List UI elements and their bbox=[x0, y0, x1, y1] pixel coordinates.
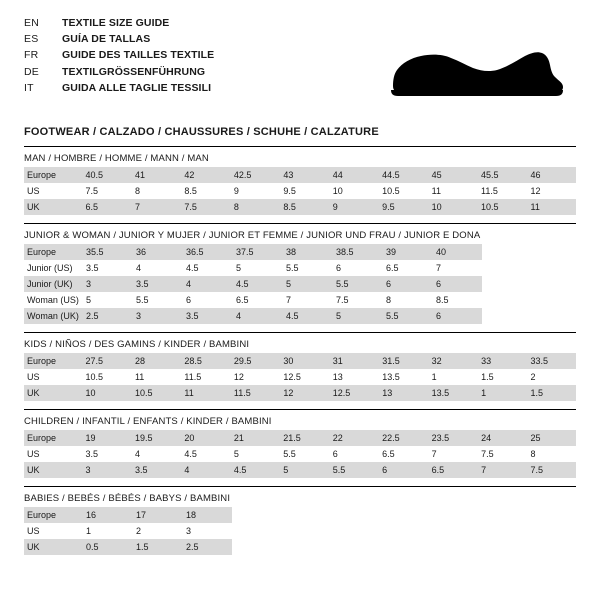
size-cell: 2 bbox=[530, 372, 536, 382]
size-cell: 4.5 bbox=[184, 449, 197, 459]
size-cell: 8 bbox=[230, 199, 280, 215]
size-group bbox=[24, 339, 576, 401]
size-table bbox=[24, 507, 232, 555]
size-cell: 3 bbox=[82, 276, 132, 292]
size-cell: 4 bbox=[232, 308, 282, 324]
size-cell: 31.5 bbox=[378, 353, 427, 369]
size-cell: 3 bbox=[132, 308, 182, 324]
size-cell: 3 bbox=[186, 526, 192, 536]
size-cell: 11 bbox=[180, 385, 229, 401]
size-cell: 7 bbox=[477, 462, 526, 478]
table-row bbox=[24, 369, 576, 385]
size-cell: 7 bbox=[436, 263, 442, 273]
size-cell: 4.5 bbox=[232, 276, 282, 292]
row-label: US bbox=[27, 449, 40, 459]
size-cell: 40 bbox=[432, 244, 482, 260]
row-label: US bbox=[27, 526, 40, 536]
size-cell: 7.5 bbox=[527, 462, 577, 478]
size-cell: 12 bbox=[279, 385, 328, 401]
size-cell: 6 bbox=[332, 449, 338, 459]
size-table bbox=[24, 430, 576, 478]
size-cell: 12 bbox=[233, 372, 244, 382]
size-cell: 10 bbox=[428, 199, 477, 215]
size-cell: 11.5 bbox=[184, 372, 202, 382]
size-cell: 40.5 bbox=[82, 167, 132, 183]
size-group bbox=[24, 416, 576, 478]
size-cell: 42 bbox=[180, 167, 229, 183]
size-group bbox=[24, 493, 576, 555]
size-cell: 3.5 bbox=[86, 263, 99, 273]
table-row bbox=[24, 260, 482, 276]
size-cell: 38.5 bbox=[332, 244, 382, 260]
size-tables-container bbox=[24, 146, 576, 555]
size-cell: 6.5 bbox=[82, 199, 132, 215]
size-cell: 10.5 bbox=[85, 372, 104, 382]
size-cell: 10.5 bbox=[477, 199, 527, 215]
size-cell: 1.5 bbox=[481, 372, 494, 382]
size-cell: 10.5 bbox=[131, 385, 180, 401]
size-cell: 8 bbox=[135, 186, 141, 196]
table-row bbox=[24, 523, 232, 539]
size-cell: 7.5 bbox=[481, 449, 494, 459]
size-cell: 8.5 bbox=[279, 199, 328, 215]
language-code: ES bbox=[24, 33, 39, 46]
size-cell: 3.5 bbox=[131, 462, 180, 478]
table-row bbox=[24, 308, 482, 324]
size-table bbox=[24, 353, 576, 401]
table-row bbox=[24, 199, 576, 215]
row-label: Junior (US) bbox=[27, 263, 73, 273]
size-cell: 11 bbox=[134, 372, 145, 382]
size-cell: 11.5 bbox=[230, 385, 279, 401]
section-divider bbox=[24, 486, 576, 487]
size-cell: 8.5 bbox=[184, 186, 197, 196]
table-row bbox=[24, 507, 232, 523]
size-table bbox=[24, 244, 482, 324]
size-group-title: CHILDREN / INFANTIL / ENFANTS / KINDER / BAMBINI bbox=[24, 416, 272, 427]
size-cell: 42.5 bbox=[230, 167, 280, 183]
size-cell: 7.5 bbox=[336, 295, 349, 305]
size-group-title: MAN / HOMBRE / HOMME / MANN / MAN bbox=[24, 153, 209, 164]
size-cell: 7.5 bbox=[85, 186, 99, 196]
size-cell: 7 bbox=[286, 295, 292, 305]
table-row bbox=[24, 292, 482, 308]
row-label: UK bbox=[24, 385, 82, 401]
size-cell: 5.5 bbox=[332, 276, 382, 292]
size-cell: 6.5 bbox=[382, 449, 395, 459]
page-header bbox=[24, 16, 576, 112]
section-divider bbox=[24, 223, 576, 224]
size-cell: 5.5 bbox=[136, 295, 149, 305]
size-cell: 6.5 bbox=[428, 462, 477, 478]
size-cell: 3 bbox=[82, 462, 131, 478]
size-cell: 8.5 bbox=[436, 295, 449, 305]
size-cell: 6 bbox=[432, 276, 482, 292]
size-cell: 16 bbox=[82, 507, 132, 523]
size-cell: 1 bbox=[477, 385, 526, 401]
size-cell: 4.5 bbox=[282, 308, 332, 324]
row-label: UK bbox=[24, 199, 82, 215]
table-row bbox=[24, 353, 576, 369]
size-cell: 21.5 bbox=[279, 430, 328, 446]
language-row bbox=[24, 32, 214, 48]
size-cell: 38 bbox=[282, 244, 332, 260]
section-divider bbox=[24, 332, 576, 333]
row-label: Junior (UK) bbox=[24, 276, 82, 292]
size-cell: 4.5 bbox=[230, 462, 279, 478]
size-cell: 7.5 bbox=[180, 199, 229, 215]
language-row bbox=[24, 48, 214, 64]
language-title-list bbox=[24, 16, 214, 97]
size-table bbox=[24, 167, 576, 215]
size-cell: 33.5 bbox=[526, 353, 576, 369]
language-code: IT bbox=[24, 81, 34, 94]
size-cell: 5 bbox=[233, 449, 239, 459]
language-title: TEXTILGRÖSSENFÜHRUNG bbox=[62, 65, 206, 78]
size-cell: 6 bbox=[382, 276, 432, 292]
size-cell: 28 bbox=[131, 353, 180, 369]
size-cell: 1 bbox=[431, 372, 437, 382]
size-cell: 44.5 bbox=[378, 167, 428, 183]
size-cell: 2 bbox=[136, 526, 142, 536]
size-cell: 7 bbox=[131, 199, 180, 215]
row-label: Woman (UK) bbox=[24, 308, 82, 324]
language-title: GUÍA DE TALLAS bbox=[62, 33, 151, 46]
size-cell: 5.5 bbox=[286, 263, 299, 273]
size-cell: 37.5 bbox=[232, 244, 282, 260]
size-cell: 4 bbox=[134, 449, 140, 459]
size-cell: 4 bbox=[136, 263, 142, 273]
language-row bbox=[24, 16, 214, 32]
size-cell: 12.5 bbox=[329, 385, 378, 401]
language-row bbox=[24, 81, 214, 97]
size-cell: 6 bbox=[186, 295, 192, 305]
size-cell: 5.5 bbox=[329, 462, 378, 478]
size-cell: 24 bbox=[477, 430, 526, 446]
size-cell: 6 bbox=[378, 462, 427, 478]
size-cell: 1 bbox=[86, 526, 92, 536]
row-label: Europe bbox=[24, 353, 82, 369]
table-row bbox=[24, 183, 576, 199]
size-cell: 1.5 bbox=[132, 539, 182, 555]
size-cell: 19 bbox=[82, 430, 131, 446]
size-cell: 25 bbox=[527, 430, 577, 446]
size-cell: 12 bbox=[530, 186, 541, 196]
size-cell: 8 bbox=[386, 295, 392, 305]
size-cell: 32 bbox=[428, 353, 477, 369]
table-row bbox=[24, 244, 482, 260]
size-cell: 5 bbox=[332, 308, 382, 324]
size-cell: 8 bbox=[530, 449, 536, 459]
size-group bbox=[24, 230, 576, 324]
language-code: FR bbox=[24, 49, 39, 62]
size-cell: 13.5 bbox=[382, 372, 400, 382]
size-cell: 44 bbox=[329, 167, 378, 183]
size-group-title: JUNIOR & WOMAN / JUNIOR Y MUJER / JUNIOR ET FEMME / JUNIOR UND FRAU / JUNIOR E DONA bbox=[24, 230, 481, 241]
size-cell: 46 bbox=[527, 167, 576, 183]
size-cell: 9.5 bbox=[378, 199, 428, 215]
table-row bbox=[24, 276, 482, 292]
size-cell: 43 bbox=[279, 167, 328, 183]
size-cell: 6 bbox=[336, 263, 342, 273]
size-cell: 0.5 bbox=[82, 539, 132, 555]
size-group-title: BABIES / BEBÉS / BÉBÉS / BABYS / BAMBINI bbox=[24, 493, 231, 504]
table-row bbox=[24, 385, 576, 401]
size-cell: 5 bbox=[282, 276, 332, 292]
size-cell: 35.5 bbox=[82, 244, 132, 260]
table-row bbox=[24, 446, 576, 462]
size-cell: 41 bbox=[131, 167, 180, 183]
size-cell: 6 bbox=[432, 308, 482, 324]
size-cell: 10.5 bbox=[382, 186, 400, 196]
size-cell: 21 bbox=[230, 430, 279, 446]
section-divider bbox=[24, 409, 576, 410]
size-cell: 20 bbox=[180, 430, 229, 446]
table-row bbox=[24, 167, 576, 183]
size-group bbox=[24, 153, 576, 215]
size-cell: 17 bbox=[132, 507, 182, 523]
row-label: UK bbox=[24, 539, 82, 555]
size-cell: 19.5 bbox=[131, 430, 180, 446]
size-cell: 11.5 bbox=[481, 186, 498, 196]
row-label: Europe bbox=[24, 244, 82, 260]
language-title: TEXTILE SIZE GUIDE bbox=[62, 17, 170, 29]
size-cell: 5 bbox=[236, 263, 242, 273]
table-row bbox=[24, 430, 576, 446]
size-cell: 30 bbox=[279, 353, 328, 369]
table-row bbox=[24, 462, 576, 478]
size-cell: 2.5 bbox=[182, 539, 232, 555]
size-cell: 3.5 bbox=[85, 449, 99, 459]
size-cell: 6.5 bbox=[386, 263, 399, 273]
size-cell: 39 bbox=[382, 244, 432, 260]
row-label: Europe bbox=[24, 430, 82, 446]
dress-shoe-icon bbox=[380, 32, 570, 112]
size-cell: 13 bbox=[378, 385, 427, 401]
table-row bbox=[24, 539, 232, 555]
size-cell: 5 bbox=[279, 462, 328, 478]
size-cell: 33 bbox=[477, 353, 526, 369]
language-code: DE bbox=[24, 65, 39, 78]
size-cell: 2.5 bbox=[82, 308, 132, 324]
section-divider bbox=[24, 146, 576, 147]
size-cell: 23.5 bbox=[428, 430, 477, 446]
size-cell: 12.5 bbox=[283, 372, 301, 382]
size-cell: 4.5 bbox=[186, 263, 199, 273]
language-row bbox=[24, 65, 214, 81]
size-cell: 11 bbox=[527, 199, 576, 215]
language-title: GUIDE DES TAILLES TEXTILE bbox=[62, 49, 215, 62]
size-cell: 31 bbox=[329, 353, 378, 369]
category-title: FOOTWEAR / CALZADO / CHAUSSURES / SCHUHE / CALZATURE bbox=[24, 126, 379, 138]
row-label: UK bbox=[24, 462, 82, 478]
size-cell: 36 bbox=[132, 244, 182, 260]
size-cell: 9 bbox=[329, 199, 378, 215]
size-cell: 7 bbox=[431, 449, 437, 459]
size-cell: 6.5 bbox=[236, 295, 249, 305]
size-cell: 28.5 bbox=[180, 353, 229, 369]
size-cell: 36.5 bbox=[182, 244, 232, 260]
size-cell: 13 bbox=[332, 372, 343, 382]
size-cell: 5.5 bbox=[283, 449, 296, 459]
size-cell: 18 bbox=[182, 507, 232, 523]
size-cell: 1.5 bbox=[526, 385, 576, 401]
size-cell: 9.5 bbox=[283, 186, 296, 196]
size-cell: 3.5 bbox=[182, 308, 232, 324]
size-cell: 13.5 bbox=[428, 385, 477, 401]
row-label: Europe bbox=[24, 507, 82, 523]
size-cell: 3.5 bbox=[132, 276, 182, 292]
size-cell: 10 bbox=[82, 385, 131, 401]
size-cell: 29.5 bbox=[230, 353, 279, 369]
row-label: US bbox=[27, 186, 40, 196]
row-label: Europe bbox=[24, 167, 82, 183]
language-title: GUIDA ALLE TAGLIE TESSILI bbox=[62, 81, 212, 94]
size-cell: 27.5 bbox=[82, 353, 131, 369]
size-cell: 45 bbox=[428, 167, 477, 183]
size-cell: 10 bbox=[332, 186, 343, 196]
size-cell: 4 bbox=[180, 462, 229, 478]
size-cell: 22 bbox=[329, 430, 378, 446]
row-label: US bbox=[27, 372, 40, 382]
row-label: Woman (US) bbox=[27, 295, 79, 305]
size-cell: 22.5 bbox=[378, 430, 427, 446]
size-cell: 5 bbox=[86, 295, 92, 305]
language-code: EN bbox=[24, 17, 39, 29]
size-cell: 5.5 bbox=[382, 308, 432, 324]
size-group-title: KIDS / NIÑOS / DES GAMINS / KINDER / BAMBINI bbox=[24, 339, 250, 350]
size-cell: 4 bbox=[182, 276, 232, 292]
size-cell: 45.5 bbox=[477, 167, 527, 183]
size-cell: 11 bbox=[431, 186, 441, 196]
size-cell: 9 bbox=[233, 186, 239, 196]
